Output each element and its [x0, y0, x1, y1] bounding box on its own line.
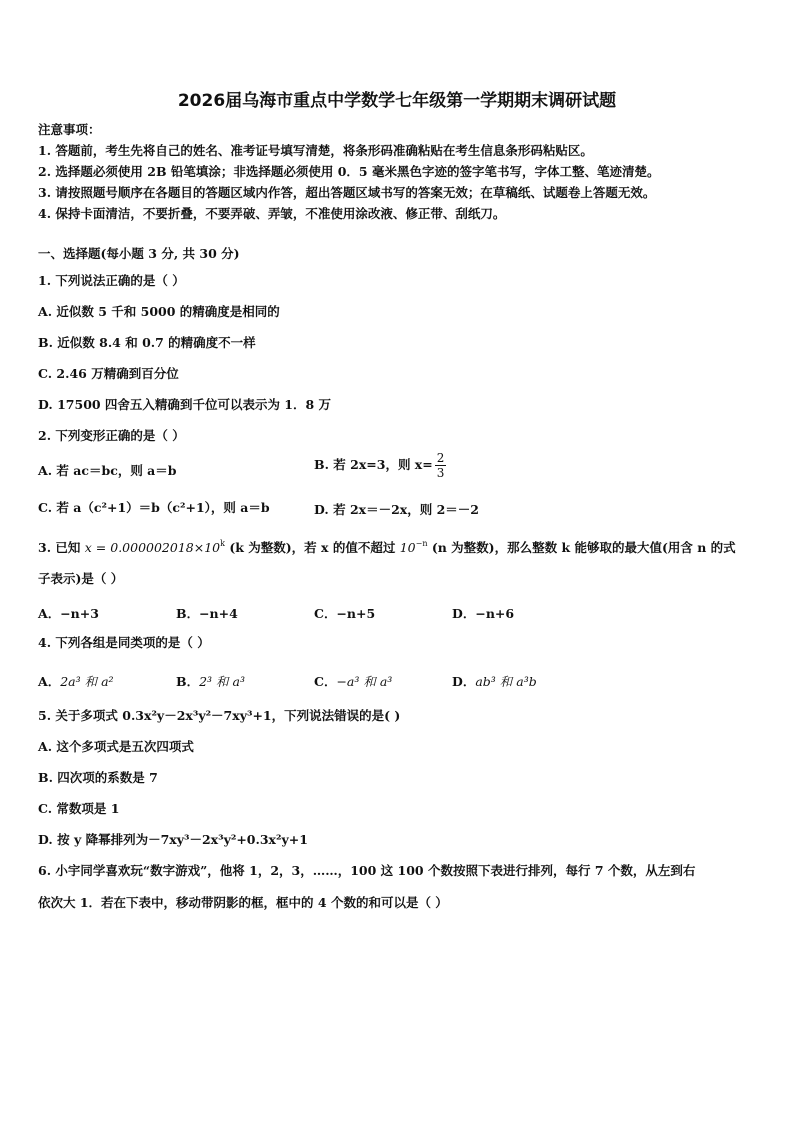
option-math: 2a³ 和 a² [60, 674, 114, 689]
q2-option-a: A. 若 ac＝bc，则 a＝b [38, 463, 177, 478]
option-math: 2³ 和 a³ [199, 674, 245, 689]
q2-stem: 2. 下列变形正确的是（ ） [38, 428, 185, 443]
q4-option-d [452, 672, 537, 690]
q4-option-a [38, 672, 114, 690]
option-letter: D． [452, 674, 476, 689]
q3-text-a: 3. 已知 [38, 540, 81, 555]
q3-line-2: 子表示)是（ ） [38, 571, 124, 586]
notice-item-4: 4. 保持卡面清洁，不要折叠，不要弄破、弄皱，不准使用涂改液、修正带、刮纸刀。 [38, 206, 506, 221]
q2-option-c: C. 若 a（c²+1）＝b（c²+1），则 a＝b [38, 500, 270, 515]
q5-option-b: B. 四次项的系数是 7 [38, 770, 158, 785]
q1-option-a: A. 近似数 5 千和 5000 的精确度是相同的 [38, 304, 280, 319]
q4-stem: 4. 下列各组是同类项的是（ ） [38, 635, 210, 650]
q3-option-d: D．−n+6 [452, 606, 515, 621]
notice-heading: 注意事项： [38, 122, 101, 137]
q2-option-d: D. 若 2x＝－2x，则 2＝－2 [314, 502, 479, 517]
q3-math-x-exp: k [220, 539, 225, 548]
notice-item-2: 2. 选择题必须使用 2B 铅笔填涂；非选择题必须使用 0．5 毫米黑色字迹的签字笔书写，字体工整、笔迹清楚。 [38, 164, 660, 179]
q2-option-b [314, 451, 446, 480]
q3-math-power [400, 540, 428, 555]
q6-line-2: 依次大 1．若在下表中，移动带阴影的框，框中的 4 个数的和可以是（ ） [38, 895, 448, 910]
q6-line-1: 6. 小宇同学喜欢玩“数字游戏”，他将 1，2，3，……，100 这 100 个数按照下表进行排列，每行 7 个数，从左到右 [38, 863, 696, 878]
option-math: −a³ 和 a³ [336, 674, 393, 689]
option-letter: B． [176, 674, 200, 689]
q3-option-a: A．−n+3 [38, 606, 99, 621]
option-math: ab³ 和 a³b [475, 674, 537, 689]
q1-option-d: D. 17500 四舍五入精确到千位可以表示为 1．8 万 [38, 397, 332, 412]
fraction-numerator: 2 [436, 451, 445, 465]
q1-stem: 1. 下列说法正确的是（ ） [38, 273, 185, 288]
q2-option-b-text: B. 若 2x=3，则 x= [314, 457, 433, 472]
q5-option-a: A. 这个多项式是五次四项式 [38, 739, 194, 754]
q3-text-c: (k 为整数)，若 x 的值不超过 [229, 540, 396, 555]
q1-option-c: C. 2.46 万精确到百分位 [38, 366, 179, 381]
q4-option-b [176, 672, 245, 690]
option-letter: A． [38, 674, 61, 689]
q5-option-c: C. 常数项是 1 [38, 801, 120, 816]
page-title: 2026届乌海市重点中学数学七年级第一学期期末调研试题 [177, 91, 617, 111]
q4-option-c [314, 672, 392, 690]
q5-option-d: D. 按 y 降幂排列为－7xy³－2x³y²+0.3x²y+1 [38, 832, 308, 847]
q3-line-1 [38, 536, 736, 556]
q5-stem: 5. 关于多项式 0.3x²y－2x³y²－7xy³+1，下列说法错误的是( ) [38, 708, 401, 723]
q3-math-x-base: x = 0.000002018×10 [84, 540, 221, 555]
q3-option-b: B．−n+4 [176, 606, 238, 621]
q3-math-power-base: 10 [399, 540, 416, 555]
q3-math-power-exp: −n [415, 539, 428, 548]
notice-item-3: 3. 请按照题号顺序在各题目的答题区域内作答，超出答题区域书写的答案无效；在草稿纸、试题卷上答题无效。 [38, 185, 656, 200]
q3-text-e: (n 为整数)，那么整数 k 能够取的最大值(用含 n 的式 [431, 540, 736, 555]
notice-item-1: 1. 答题前，考生先将自己的姓名、准考证号填写清楚，将条形码准确粘贴在考生信息条形码粘贴区。 [38, 143, 593, 158]
section-heading: 一、选择题(每小题 3 分, 共 30 分) [38, 246, 240, 261]
q3-math-x [85, 540, 225, 555]
q1-option-b: B. 近似数 8.4 和 0.7 的精确度不一样 [38, 335, 256, 350]
q2-option-b-fraction [435, 451, 447, 480]
fraction-denominator: 3 [436, 466, 445, 480]
q3-option-c: C．−n+5 [314, 606, 376, 621]
option-letter: C． [314, 674, 337, 689]
